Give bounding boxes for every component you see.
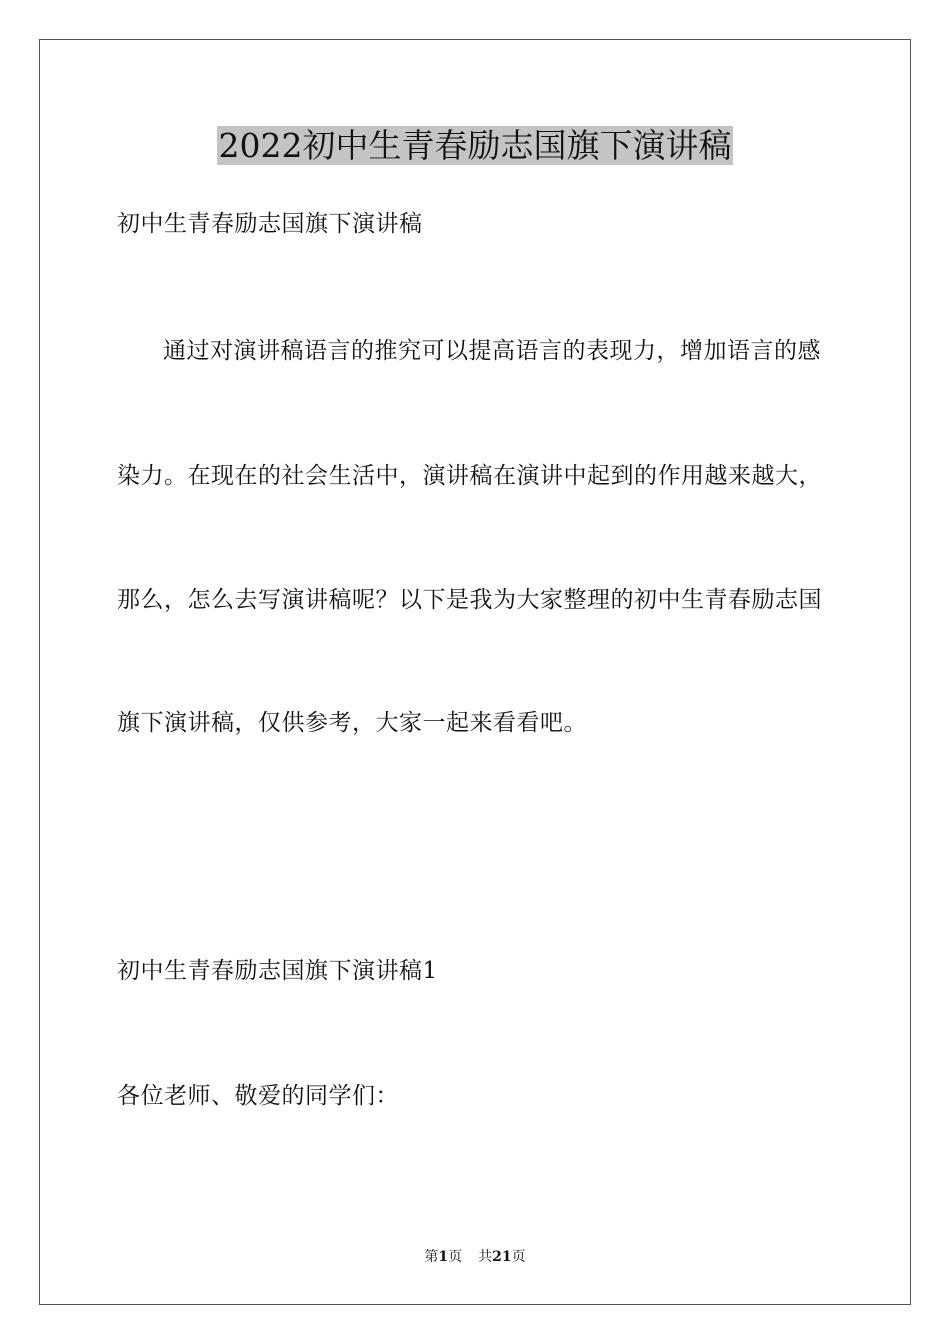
section-heading: 初中生青春励志国旗下演讲稿1 <box>117 958 438 984</box>
document-title <box>0 124 950 168</box>
document-title-text: 2022初中生青春励志国旗下演讲稿 <box>218 126 732 165</box>
page-footer <box>0 1247 950 1267</box>
paragraph-line: 染力。在现在的社会生活中，演讲稿在演讲中起到的作用越来越大， <box>117 463 822 489</box>
total-suffix: 页 <box>511 1249 526 1265</box>
document-subtitle: 初中生青春励志国旗下演讲稿 <box>117 211 423 237</box>
paragraph-line: 通过对演讲稿语言的推究可以提高语言的表现力，增加语言的感 <box>163 338 821 364</box>
total-pages: 21 <box>492 1249 512 1265</box>
total-prefix: 共 <box>478 1249 493 1265</box>
salutation: 各位老师、敬爱的同学们： <box>117 1083 399 1109</box>
paragraph-line: 那么，怎么去写演讲稿呢？以下是我为大家整理的初中生青春励志国 <box>117 587 822 613</box>
page-suffix: 页 <box>448 1249 463 1265</box>
page-prefix: 第 <box>424 1249 439 1265</box>
page-number: 1 <box>438 1249 449 1265</box>
paragraph-line: 旗下演讲稿，仅供参考，大家一起来看看吧。 <box>117 710 587 736</box>
